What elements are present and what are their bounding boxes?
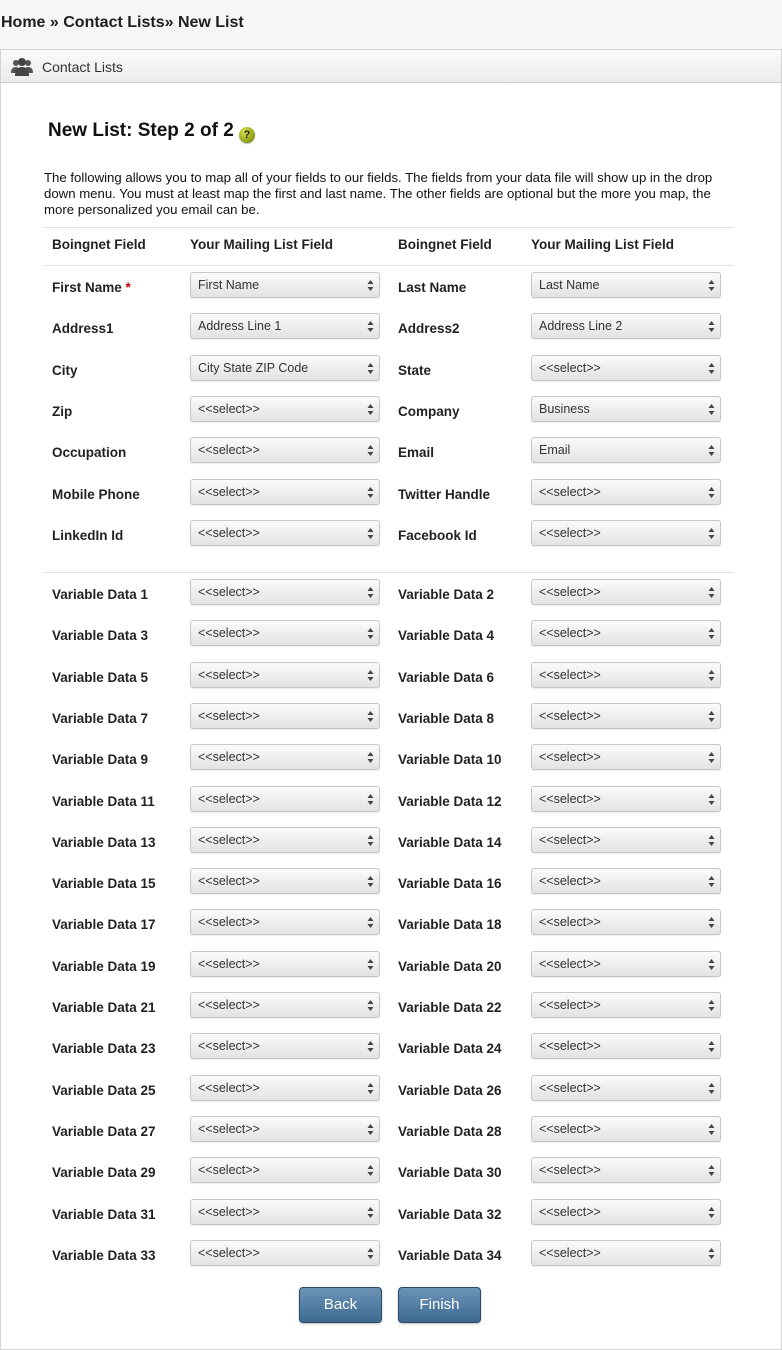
- users-icon: [11, 57, 33, 77]
- field-label-state: State: [398, 362, 432, 378]
- select-arrows-icon: [708, 1040, 715, 1053]
- field-label-variable-data-9: [52, 752, 148, 767]
- select-variable-data-27[interactable]: [190, 1116, 380, 1142]
- field-label-variable-data-19: [52, 959, 156, 974]
- select-value: <<select>>: [198, 915, 260, 930]
- select-arrows-icon: [367, 669, 374, 682]
- required-marker: *: [125, 280, 131, 295]
- field-label-variable-data-23: [52, 1041, 156, 1056]
- select-arrows-icon: [367, 710, 374, 723]
- field-label-variable-data-5: [52, 670, 148, 685]
- select-arrows-icon: [708, 751, 715, 764]
- select-arrows-icon: [367, 444, 374, 457]
- breadcrumb-separator: »: [164, 14, 178, 31]
- select-state[interactable]: [531, 355, 721, 381]
- select-value: <<select>>: [198, 1039, 260, 1054]
- field-label-address2: Address2: [398, 321, 460, 337]
- select-value: <<select>>: [539, 1080, 601, 1095]
- select-variable-data-15[interactable]: [190, 868, 380, 894]
- select-value: <<select>>: [539, 1163, 601, 1178]
- field-label-company: Company: [398, 403, 460, 419]
- field-label-variable-data-17: [52, 917, 156, 932]
- field-label-variable-data-32: Variable Data 32: [398, 1206, 502, 1222]
- select-value: <<select>>: [198, 998, 260, 1012]
- select-last-name[interactable]: [531, 272, 721, 298]
- field-label-address1: [52, 321, 114, 336]
- field-label-text: Mobile Phone: [52, 486, 140, 502]
- select-arrows-icon: [708, 279, 715, 292]
- select-variable-data-1[interactable]: [190, 579, 380, 605]
- field-label-text: Variable Data 27: [52, 1123, 156, 1139]
- select-variable-data-12[interactable]: [531, 786, 721, 812]
- select-variable-data-26[interactable]: [531, 1075, 721, 1101]
- breadcrumb-separator: »: [45, 14, 64, 31]
- select-arrows-icon: [367, 1164, 374, 1177]
- select-value: <<select>>: [198, 874, 260, 889]
- select-arrows-icon: [708, 875, 715, 888]
- select-variable-data-13[interactable]: [190, 827, 380, 853]
- divider: [44, 227, 734, 228]
- select-value: <<select>>: [539, 1204, 601, 1219]
- select-value: <<select>>: [198, 956, 260, 971]
- select-arrows-icon: [708, 1082, 715, 1095]
- select-variable-data-25[interactable]: [190, 1075, 380, 1101]
- select-arrows-icon: [708, 916, 715, 929]
- select-arrows-icon: [708, 710, 715, 723]
- select-variable-data-17[interactable]: [190, 909, 380, 935]
- divider: [44, 572, 734, 573]
- select-arrows-icon: [708, 1206, 715, 1219]
- select-variable-data-28[interactable]: [531, 1116, 721, 1142]
- select-arrows-icon: [367, 999, 374, 1012]
- select-value: <<select>>: [539, 484, 601, 499]
- select-facebook-id[interactable]: [531, 520, 721, 546]
- select-variable-data-22[interactable]: [531, 992, 721, 1018]
- field-label-variable-data-16: Variable Data 16: [398, 876, 502, 892]
- select-arrows-icon: [708, 999, 715, 1012]
- field-label-text: Variable Data 1: [52, 587, 149, 602]
- field-label-text: Variable Data 25: [52, 1082, 156, 1098]
- select-email[interactable]: [531, 437, 721, 463]
- field-label-zip: [52, 404, 72, 419]
- select-value: <<select>>: [198, 667, 260, 682]
- breadcrumb-current: New List: [177, 14, 244, 31]
- field-label-text: Variable Data 33: [52, 1247, 156, 1263]
- field-label-variable-data-20: Variable Data 20: [398, 958, 502, 974]
- select-variable-data-14[interactable]: [531, 827, 721, 853]
- select-value: Address Line 1: [198, 319, 282, 334]
- field-label-text: Variable Data 21: [52, 1000, 156, 1015]
- select-arrows-icon: [367, 527, 374, 540]
- select-value: <<select>>: [198, 484, 260, 499]
- select-arrows-icon: [708, 669, 715, 682]
- select-value: <<select>>: [198, 832, 260, 847]
- field-label-text: Zip: [52, 403, 73, 419]
- field-label-text: Variable Data 13: [52, 834, 156, 850]
- select-value: <<select>>: [539, 998, 601, 1012]
- select-address2[interactable]: [531, 313, 721, 339]
- select-value: <<select>>: [198, 626, 260, 641]
- field-label-variable-data-13: [52, 835, 156, 850]
- select-first-name[interactable]: [190, 272, 380, 298]
- top-bar: [0, 0, 782, 50]
- divider: [44, 265, 734, 266]
- select-arrows-icon: [367, 627, 374, 640]
- field-label-variable-data-34: Variable Data 34: [398, 1247, 502, 1263]
- select-variable-data-29[interactable]: [190, 1157, 380, 1183]
- select-value: <<select>>: [198, 708, 260, 723]
- select-occupation[interactable]: [190, 437, 380, 463]
- select-variable-data-2[interactable]: [531, 579, 721, 605]
- field-label-linkedin-id: [52, 528, 123, 543]
- select-variable-data-6[interactable]: [531, 662, 721, 688]
- select-arrows-icon: [367, 362, 374, 375]
- select-arrows-icon: [708, 444, 715, 457]
- help-icon[interactable]: ?: [239, 127, 255, 143]
- field-label-variable-data-1: [52, 587, 148, 602]
- select-arrows-icon: [367, 793, 374, 806]
- field-label-first-name: [52, 280, 131, 295]
- select-arrows-icon: [708, 834, 715, 847]
- field-label-text: Variable Data 11: [52, 793, 155, 809]
- field-label-variable-data-14: Variable Data 14: [398, 834, 502, 850]
- page-title: New List: Step 2 of 2: [48, 120, 234, 141]
- field-label-variable-data-29: [52, 1165, 156, 1180]
- select-variable-data-33[interactable]: [190, 1240, 380, 1266]
- field-label-text: Variable Data 17: [52, 917, 156, 933]
- field-label-text: Variable Data 29: [52, 1165, 156, 1181]
- select-value: <<select>>: [539, 956, 601, 971]
- field-label-text: Address1: [52, 321, 114, 337]
- field-label-variable-data-26: Variable Data 26: [398, 1082, 502, 1098]
- select-arrows-icon: [367, 1123, 374, 1136]
- select-variable-data-18[interactable]: [531, 909, 721, 935]
- select-value: <<select>>: [198, 585, 260, 599]
- field-label-text: Variable Data 9: [52, 752, 149, 768]
- field-label-text: City: [52, 362, 78, 378]
- field-label-mobile-phone: [52, 487, 140, 502]
- select-arrows-icon: [708, 527, 715, 540]
- select-value: <<select>>: [198, 443, 260, 458]
- select-value: Business: [539, 401, 590, 416]
- select-value: <<select>>: [198, 401, 260, 416]
- back-button[interactable]: Back: [299, 1287, 382, 1323]
- select-value: <<select>>: [539, 1121, 601, 1136]
- select-arrows-icon: [367, 1206, 374, 1219]
- select-arrows-icon: [367, 486, 374, 499]
- select-value: <<select>>: [198, 525, 260, 540]
- select-arrows-icon: [708, 403, 715, 416]
- field-label-twitter-handle: Twitter Handle: [398, 486, 491, 502]
- select-arrows-icon: [708, 362, 715, 375]
- select-arrows-icon: [708, 586, 715, 599]
- select-arrows-icon: [708, 1164, 715, 1177]
- select-value: <<select>>: [539, 525, 601, 540]
- select-arrows-icon: [367, 1082, 374, 1095]
- select-variable-data-10[interactable]: [531, 744, 721, 770]
- select-value: <<select>>: [539, 791, 601, 806]
- field-label-variable-data-24: Variable Data 24: [398, 1041, 502, 1057]
- select-variable-data-23[interactable]: [190, 1033, 380, 1059]
- select-arrows-icon: [708, 958, 715, 971]
- select-arrows-icon: [367, 875, 374, 888]
- select-value: <<select>>: [198, 1204, 260, 1219]
- field-label-variable-data-6: Variable Data 6: [398, 669, 495, 685]
- select-value: <<select>>: [539, 667, 601, 682]
- select-arrows-icon: [708, 320, 715, 333]
- select-value: <<select>>: [539, 750, 601, 765]
- field-label-variable-data-30: Variable Data 30: [398, 1165, 502, 1181]
- select-zip[interactable]: [190, 396, 380, 422]
- select-variable-data-21[interactable]: [190, 992, 380, 1018]
- select-arrows-icon: [708, 1247, 715, 1260]
- field-label-text: First Name: [52, 280, 122, 295]
- select-value: <<select>>: [539, 360, 601, 375]
- select-value: Email: [539, 443, 571, 458]
- field-label-variable-data-8: Variable Data 8: [398, 710, 495, 726]
- field-label-variable-data-28: Variable Data 28: [398, 1123, 502, 1139]
- select-value: <<select>>: [198, 750, 260, 765]
- field-label-variable-data-31: [52, 1207, 156, 1222]
- field-label-variable-data-18: Variable Data 18: [398, 917, 502, 933]
- select-arrows-icon: [708, 793, 715, 806]
- field-label-text: Variable Data 31: [52, 1206, 156, 1222]
- field-label-text: LinkedIn Id: [52, 527, 124, 543]
- field-label-variable-data-10: Variable Data 10: [398, 752, 502, 768]
- field-label-text: Variable Data 3: [52, 628, 149, 644]
- field-label-variable-data-11: [52, 794, 155, 809]
- panel-header: [1, 49, 781, 83]
- select-variable-data-9[interactable]: [190, 744, 380, 770]
- select-value: City State ZIP Code: [198, 360, 309, 375]
- select-value: Last Name: [539, 278, 600, 292]
- select-arrows-icon: [367, 320, 374, 333]
- select-arrows-icon: [708, 486, 715, 499]
- select-arrows-icon: [367, 751, 374, 764]
- select-company[interactable]: [531, 396, 721, 422]
- select-value: <<select>>: [539, 832, 601, 847]
- select-value: <<select>>: [539, 915, 601, 930]
- select-variable-data-5[interactable]: [190, 662, 380, 688]
- field-label-text: Variable Data 5: [52, 669, 149, 685]
- field-label-text: Occupation: [52, 445, 127, 461]
- field-label-variable-data-3: [52, 628, 148, 643]
- select-variable-data-4[interactable]: [531, 620, 721, 646]
- select-arrows-icon: [708, 1123, 715, 1136]
- select-variable-data-16[interactable]: [531, 868, 721, 894]
- select-arrows-icon: [367, 834, 374, 847]
- select-address1[interactable]: [190, 313, 380, 339]
- select-twitter-handle[interactable]: [531, 479, 721, 505]
- select-mobile-phone[interactable]: [190, 479, 380, 505]
- select-variable-data-30[interactable]: [531, 1157, 721, 1183]
- field-label-city: [52, 363, 78, 378]
- select-arrows-icon: [708, 627, 715, 640]
- field-label-text: Variable Data 23: [52, 1041, 156, 1057]
- field-label-variable-data-2: Variable Data 2: [398, 587, 495, 602]
- breadcrumb-home-link[interactable]: Home: [1, 14, 46, 31]
- select-arrows-icon: [367, 1247, 374, 1260]
- select-value: <<select>>: [539, 874, 601, 889]
- field-label-variable-data-12: Variable Data 12: [398, 793, 502, 809]
- field-label-text: Variable Data 7: [52, 710, 149, 726]
- select-arrows-icon: [367, 958, 374, 971]
- select-value: <<select>>: [198, 791, 260, 806]
- select-variable-data-24[interactable]: [531, 1033, 721, 1059]
- select-value: <<select>>: [198, 1245, 260, 1260]
- select-arrows-icon: [367, 1040, 374, 1053]
- select-variable-data-20[interactable]: [531, 951, 721, 977]
- field-label-email: Email: [398, 445, 435, 461]
- field-label-variable-data-15: [52, 876, 156, 891]
- select-variable-data-11[interactable]: [190, 786, 380, 812]
- select-value: Address Line 2: [539, 319, 623, 334]
- select-value: <<select>>: [539, 1245, 601, 1260]
- select-value: First Name: [198, 278, 260, 292]
- select-value: <<select>>: [198, 1163, 260, 1178]
- select-variable-data-7[interactable]: [190, 703, 380, 729]
- breadcrumb-contact-lists-link[interactable]: Contact Lists: [63, 14, 165, 31]
- select-arrows-icon: [367, 403, 374, 416]
- field-label-occupation: [52, 445, 126, 460]
- field-label-facebook-id: Facebook Id: [398, 527, 477, 543]
- field-label-variable-data-25: [52, 1083, 156, 1098]
- select-arrows-icon: [367, 586, 374, 599]
- header-boingnet-field: Boingnet Field: [398, 237, 492, 252]
- intro-text: The following allows you to map all of your fields to our fields. The fields from your data file will show up in the drop down menu. You must at least map the first and last name. The other fields are optional but the more you map, the more personalized you email can be.: [44, 170, 713, 217]
- select-linkedin-id[interactable]: [190, 520, 380, 546]
- select-arrows-icon: [367, 279, 374, 292]
- field-label-variable-data-4: Variable Data 4: [398, 628, 495, 644]
- select-arrows-icon: [367, 916, 374, 929]
- select-value: <<select>>: [198, 1080, 260, 1095]
- header-boingnet-field: Boingnet Field: [52, 237, 146, 252]
- breadcrumb: [1, 14, 244, 32]
- select-variable-data-3[interactable]: [190, 620, 380, 646]
- header-mailing-list-field: Your Mailing List Field: [531, 237, 675, 252]
- select-value: <<select>>: [539, 1039, 601, 1054]
- select-value: <<select>>: [539, 708, 601, 723]
- finish-button[interactable]: Finish: [398, 1287, 481, 1323]
- select-variable-data-31[interactable]: [190, 1199, 380, 1225]
- field-label-variable-data-27: [52, 1124, 156, 1139]
- select-city[interactable]: [190, 355, 380, 381]
- field-label-last-name: Last Name: [398, 280, 467, 295]
- select-value: <<select>>: [539, 585, 601, 599]
- field-label-text: Variable Data 19: [52, 958, 156, 974]
- field-label-variable-data-21: [52, 1000, 156, 1015]
- panel-title: Contact Lists: [42, 59, 123, 75]
- select-value: <<select>>: [198, 1121, 260, 1136]
- header-mailing-list-field: Your Mailing List Field: [190, 237, 334, 252]
- field-label-variable-data-7: [52, 711, 148, 726]
- select-variable-data-19[interactable]: [190, 951, 380, 977]
- select-variable-data-34[interactable]: [531, 1240, 721, 1266]
- field-label-variable-data-33: [52, 1248, 156, 1263]
- select-value: <<select>>: [539, 626, 601, 641]
- select-variable-data-32[interactable]: [531, 1199, 721, 1225]
- select-variable-data-8[interactable]: [531, 703, 721, 729]
- field-label-variable-data-22: Variable Data 22: [398, 1000, 502, 1015]
- field-label-text: Variable Data 15: [52, 876, 156, 892]
